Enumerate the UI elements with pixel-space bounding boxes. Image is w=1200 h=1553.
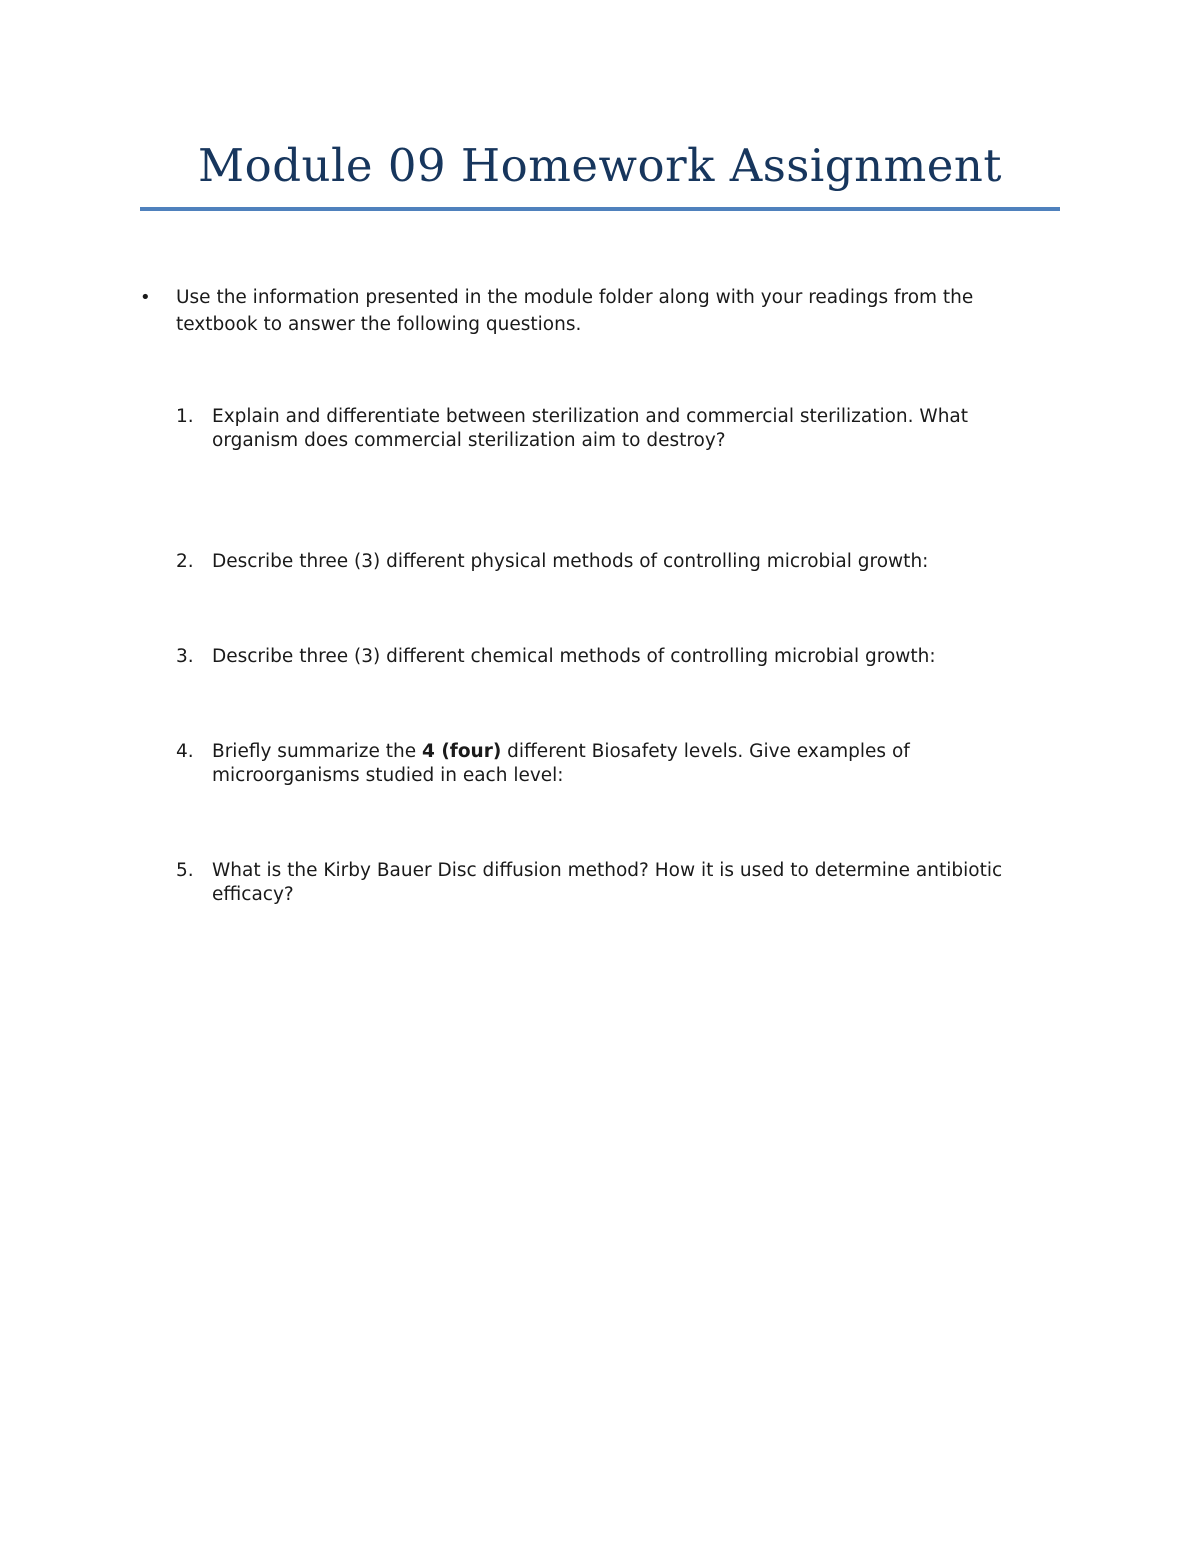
question-number: 4. — [176, 741, 194, 762]
question-number: 1. — [176, 406, 194, 427]
question-number: 3. — [176, 646, 194, 667]
question-text: Describe three (3) different chemical methods of controlling microbial growth: — [212, 646, 936, 667]
question-2 — [176, 550, 1046, 574]
question-text: Describe three (3) different physical methods of controlling microbial growth: — [212, 551, 929, 572]
question-number: 5. — [176, 860, 194, 881]
question-text-start: Briefly summarize the — [212, 741, 423, 762]
question-text: Explain and differentiate between sterilization and commercial sterilization. What organism does commercial sterilization aim to destroy? — [212, 406, 969, 451]
question-5 — [176, 859, 1046, 907]
question-number: 2. — [176, 551, 194, 572]
question-text: What is the Kirby Bauer Disc diffusion method? How it is used to determine antibiotic efficacy? — [212, 860, 1003, 905]
page-title: Module 09 Homework Assignment — [198, 139, 1002, 192]
question-text-end: different Biosafety levels. Give examples of microorganisms studied in each level: — [212, 741, 910, 786]
instructions-text: Use the information presented in the module folder along with your readings from the textbook to answer the following questions. — [176, 287, 974, 335]
question-1 — [176, 405, 1046, 453]
question-4 — [176, 740, 1046, 788]
question-text — [212, 740, 1046, 788]
instructions-bullet — [140, 284, 1040, 338]
title-underline — [140, 207, 1060, 211]
question-text-bold: 4 (four) — [422, 741, 502, 762]
bullet-icon: • — [140, 287, 151, 308]
question-3 — [176, 645, 1046, 669]
